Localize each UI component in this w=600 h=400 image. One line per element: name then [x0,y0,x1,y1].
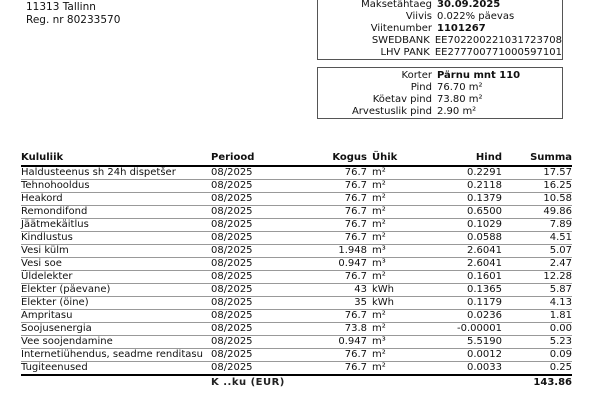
cell-periood: 08/2025 [211,219,307,232]
cell-hind: 0.2118 [412,180,502,193]
cell-kogus: 76.7 [307,232,372,245]
info-label: LHV PANK [380,47,430,58]
header-summa: Summa [502,152,572,166]
cell-summa: 5.07 [502,245,572,258]
cell-kululiik: Remondifond [21,206,211,219]
cell-hind: 0.1029 [412,219,502,232]
cell-hind: 0.0236 [412,310,502,323]
info-label: Viitenumber [370,23,432,34]
cell-kululiik: Elekter (öine) [21,297,211,310]
info-row [318,82,562,94]
info-label: Pind [410,82,432,93]
cell-summa: 17.57 [502,166,572,180]
cell-uhik: m² [372,323,412,336]
cell-kululiik: Vesi soe [21,258,211,271]
cell-periood: 08/2025 [211,166,307,180]
table-row [21,336,572,349]
cell-kogus: 35 [307,297,372,310]
cell-kululiik: Ampritasu [21,310,211,323]
cell-hind: 2.6041 [412,258,502,271]
cell-kogus: 76.7 [307,310,372,323]
cell-kogus: 0.947 [307,336,372,349]
cell-hind: 0.0033 [412,362,502,376]
total-spacer [21,375,211,389]
total-row [21,375,572,389]
table-row [21,297,572,310]
cell-kogus: 43 [307,284,372,297]
table-row [21,284,572,297]
cell-kululiik: Tugiteenused [21,362,211,376]
cell-summa: 5.23 [502,336,572,349]
cell-uhik: m³ [372,245,412,258]
cell-hind: 0.6500 [412,206,502,219]
table-row [21,219,572,232]
header-periood: Periood [211,152,307,166]
cell-kululiik: Haldusteenus sh 24h dispetšer [21,166,211,180]
info-value: Pärnu mnt 110 [437,70,521,81]
cell-kogus: 76.7 [307,271,372,284]
cell-uhik: m³ [372,258,412,271]
cell-kogus: 76.7 [307,362,372,376]
info-value: 0.022% päevas [437,11,515,22]
cell-periood: 08/2025 [211,271,307,284]
cell-summa: 7.89 [502,219,572,232]
table-row [21,193,572,206]
cell-hind: 0.1179 [412,297,502,310]
cell-kululiik: Soojusenergia [21,323,211,336]
cell-periood: 08/2025 [211,297,307,310]
cell-summa: 5.87 [502,284,572,297]
header-kululiik: Kululiik [21,152,211,166]
total-value: 143.86 [533,377,572,388]
info-row [318,47,562,59]
cell-summa: 0.00 [502,323,572,336]
cell-uhik: m² [372,349,412,362]
table-row [21,362,572,376]
cell-hind: 5.5190 [412,336,502,349]
cell-periood: 08/2025 [211,284,307,297]
cell-uhik: m² [372,232,412,245]
cell-kogus: 76.7 [307,206,372,219]
cell-hind: 0.1365 [412,284,502,297]
info-value: 2.90 m² [437,106,477,117]
cell-periood: 08/2025 [211,323,307,336]
info-label: Korter [401,70,432,81]
info-row [318,11,562,23]
cell-kululiik: Vee soojendamine [21,336,211,349]
cell-periood: 08/2025 [211,232,307,245]
cell-hind: -0.00001 [412,323,502,336]
sender-address: 11313 Tallinn [26,1,96,13]
total-label: K ..ku (EUR) [211,377,285,388]
info-row [318,94,562,106]
table-header-row [21,152,572,166]
payment-info-box [317,0,563,60]
cell-periood: 08/2025 [211,362,307,376]
cell-summa: 16.25 [502,180,572,193]
table-row [21,349,572,362]
cell-summa: 1.81 [502,310,572,323]
cell-hind: 0.1601 [412,271,502,284]
info-label: Arvestuslik pind [351,106,432,117]
cell-uhik: m² [372,166,412,180]
table-row [21,180,572,193]
header-kogus: Kogus [307,152,372,166]
cell-hind: 0.1379 [412,193,502,206]
cell-kogus: 76.7 [307,349,372,362]
header-uhik: Ühik [372,152,412,166]
cell-summa: 49.86 [502,206,572,219]
cell-kululiik: Tehnohooldus [21,180,211,193]
cell-periood: 08/2025 [211,180,307,193]
header-hind: Hind [412,152,502,166]
info-row [318,106,562,118]
info-value: 30.09.2025 [437,0,501,10]
cell-periood: 08/2025 [211,206,307,219]
table-row [21,245,572,258]
info-label: Maksetähtaeg [361,0,432,10]
cell-uhik: m³ [372,336,412,349]
cell-hind: 0.0588 [412,232,502,245]
info-row [318,23,562,35]
cell-summa: 12.28 [502,271,572,284]
cell-uhik: m² [372,193,412,206]
cell-hind: 0.2291 [412,166,502,180]
info-row [318,0,562,11]
cell-periood: 08/2025 [211,336,307,349]
info-value: EE702200221031723708 [434,35,562,46]
cell-summa: 4.13 [502,297,572,310]
table-row [21,232,572,245]
table-row [21,258,572,271]
table-row [21,271,572,284]
charges-table [21,152,572,389]
cell-uhik: m² [372,219,412,232]
table-row [21,310,572,323]
info-label: Viivis [405,11,432,22]
cell-kogus: 73.8 [307,323,372,336]
cell-periood: 08/2025 [211,245,307,258]
cell-kululiik: Kindlustus [21,232,211,245]
info-value: 73.80 m² [437,94,483,105]
total-spacer [372,375,412,389]
cell-summa: 0.25 [502,362,572,376]
info-value: 1101267 [437,23,486,34]
cell-summa: 4.51 [502,232,572,245]
cell-kululiik: Heakord [21,193,211,206]
sender-info [26,1,120,27]
cell-kogus: 76.7 [307,180,372,193]
cell-periood: 08/2025 [211,193,307,206]
table-row [21,323,572,336]
cell-summa: 10.58 [502,193,572,206]
cell-uhik: m² [372,362,412,376]
total-spacer [412,375,502,389]
cell-summa: 0.09 [502,349,572,362]
table-row [21,206,572,219]
cell-periood: 08/2025 [211,310,307,323]
cell-kululiik: Internetiühendus, seadme renditasu [21,349,211,362]
cell-kululiik: Elekter (päevane) [21,284,211,297]
cell-kululiik: Vesi külm [21,245,211,258]
cell-summa: 2.47 [502,258,572,271]
cell-uhik: kWh [372,284,412,297]
cell-uhik: m² [372,206,412,219]
apartment-info-box [317,67,563,119]
cell-periood: 08/2025 [211,258,307,271]
cell-hind: 0.0012 [412,349,502,362]
info-value: 76.70 m² [437,82,483,93]
cell-kogus: 76.7 [307,193,372,206]
table-row [21,166,572,180]
cell-kululiik: Jäätmekäitlus [21,219,211,232]
sender-reg-nr: Reg. nr 80233570 [26,14,121,26]
cell-kogus: 76.7 [307,166,372,180]
cell-uhik: m² [372,271,412,284]
cell-uhik: kWh [372,297,412,310]
cell-kogus: 1.948 [307,245,372,258]
cell-kogus: 76.7 [307,219,372,232]
info-row [318,35,562,47]
info-row [318,70,562,82]
info-label: Köetav pind [372,94,432,105]
cell-uhik: m² [372,310,412,323]
cell-kululiik: Üldelekter [21,271,211,284]
cell-periood: 08/2025 [211,349,307,362]
info-label: SWEDBANK [371,35,430,46]
cell-hind: 2.6041 [412,245,502,258]
info-value: EE277700771000597101 [434,47,562,58]
cell-uhik: m² [372,180,412,193]
cell-kogus: 0.947 [307,258,372,271]
